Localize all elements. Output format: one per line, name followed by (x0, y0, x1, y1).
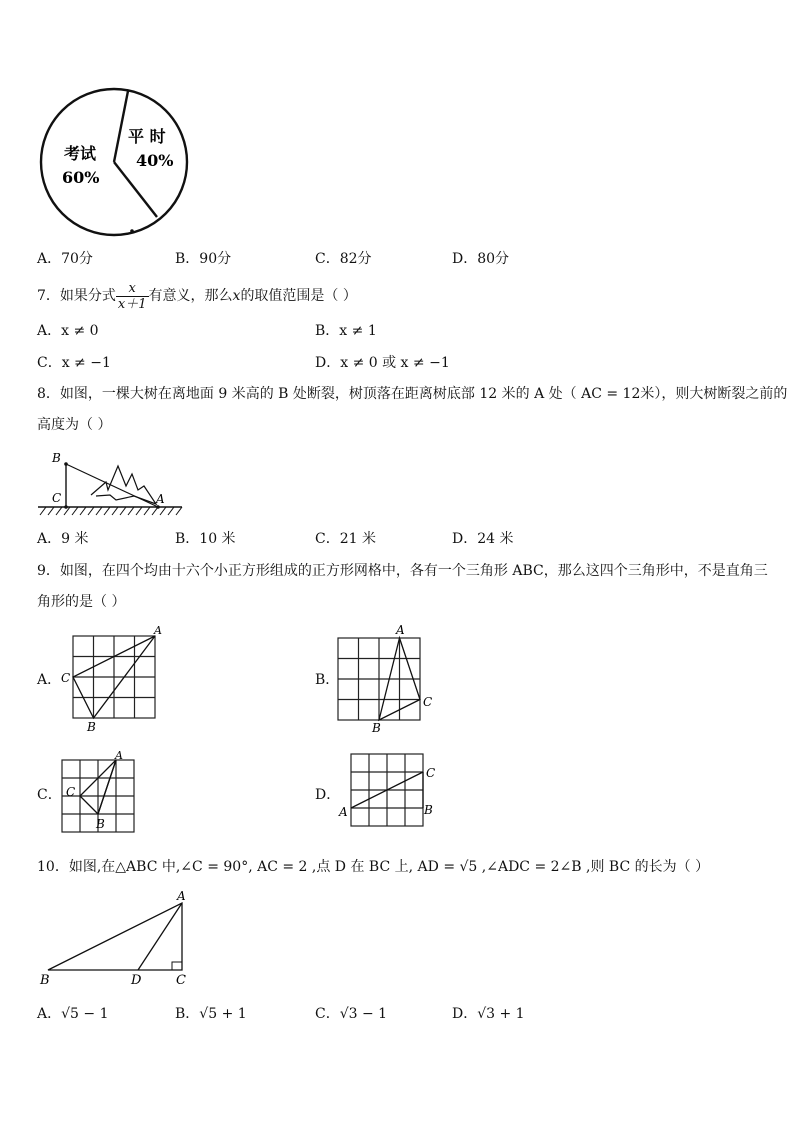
q9-stem-line1: 9．如图，在四个均由十六个小正方形组成的正方形网格中，各有一个三角形 ABC，那么这四个三角形中，不是直角三 (37, 563, 768, 579)
q9-grid-b (330, 622, 440, 734)
q10-label-b: B (40, 973, 50, 988)
q7-option-d[interactable]: D．x ≠ 0 或 x ≠ −1 (315, 355, 450, 371)
q6-option-a[interactable]: A．70分 (37, 251, 93, 267)
q9-grid-c (58, 748, 148, 836)
q6-option-c[interactable]: C．82分 (315, 251, 372, 267)
q10-triangle-abc (48, 903, 182, 970)
q7-frac-den: x＋1 (117, 296, 147, 312)
q10-label-a: A (177, 889, 186, 903)
q10-right-angle-mark (172, 962, 182, 970)
q6-option-b[interactable]: B．90分 (175, 251, 232, 267)
q8-ground-hatch (40, 507, 182, 515)
q7-option-b[interactable]: B．x ≠ 1 (315, 323, 377, 339)
q7-stem (37, 280, 357, 312)
q9-option-a[interactable]: A． (37, 672, 62, 688)
q8-label-c: C (52, 491, 62, 505)
q9-option-d[interactable]: D． (315, 787, 341, 803)
q7-var: x (232, 288, 241, 304)
q9-grid-d (335, 752, 445, 832)
q9-grid-b-lines (338, 638, 420, 720)
q9-d-label-a: A (339, 805, 348, 819)
q9-a-label-b: B (87, 720, 96, 734)
q7-fraction (116, 281, 149, 312)
q7-frac-num: x (116, 281, 149, 297)
pie-divider-bottom (114, 162, 157, 217)
q9-option-b[interactable]: B． (315, 672, 340, 688)
q8-point-b (64, 462, 68, 466)
q7-suffix-b: 的取值范围是（ ） (240, 288, 357, 304)
pie-daily-label: 平 时 (128, 127, 166, 146)
q10-triangle-figure (36, 888, 196, 992)
score-pie-figure (36, 84, 196, 244)
q10-stem: 10．如图,在△ABC 中,∠C = 90°, AC = 2 ,点 D 在 BC 上, AD = √5 ,∠ADC = 2∠B ,则 BC 的长为（ ） (37, 859, 710, 875)
q8-crown (91, 466, 156, 504)
q10-option-c[interactable]: C．√3 − 1 (315, 1006, 388, 1022)
q8-stem-line1: 8．如图，一棵大树在离地面 9 米高的 B 处断裂，树顶落在距离树底部 12 米的 A 处（ AC = 12米），则大树断裂之前的 (37, 386, 788, 402)
pie-point (130, 229, 134, 233)
q7-option-c[interactable]: C．x ≠ −1 (37, 355, 111, 371)
pie-daily-pct: 40% (136, 151, 174, 170)
q8-label-b: B (52, 451, 61, 465)
q9-c-label-b: B (96, 817, 105, 831)
q9-a-label-a: A (154, 624, 162, 637)
q8-option-d[interactable]: D．24 米 (452, 531, 514, 547)
q8-stem-line2: 高度为（ ） (37, 417, 112, 433)
q9-b-label-a: A (396, 623, 405, 637)
q9-stem-line2: 角形的是（ ） (37, 594, 126, 610)
q10-option-d[interactable]: D．√3 + 1 (452, 1006, 525, 1022)
q10-label-c: C (176, 973, 186, 988)
q10-segment-ad (138, 903, 182, 970)
q6-option-d[interactable]: D．80分 (452, 251, 510, 267)
q7-prefix: 7．如果分式 (37, 288, 116, 304)
q8-option-b[interactable]: B．10 米 (175, 531, 236, 547)
q9-a-label-c: C (61, 671, 71, 685)
pie-exam-label: 考试 (64, 144, 97, 163)
q7-option-a[interactable]: A．x ≠ 0 (37, 323, 99, 339)
pie-divider-top (114, 91, 128, 162)
q8-point-c (64, 505, 68, 509)
pie-exam-pct: 60% (62, 168, 100, 187)
q9-d-label-c: C (426, 766, 436, 780)
q10-option-a[interactable]: A．√5 − 1 (37, 1006, 109, 1022)
q9-c-label-c: C (66, 785, 76, 799)
q9-grid-a-lines (73, 636, 155, 718)
q9-d-label-b: B (424, 803, 433, 817)
q10-label-d: D (131, 973, 142, 988)
q9-grid-a (58, 622, 168, 734)
q9-b-label-c: C (423, 695, 433, 709)
q8-option-a[interactable]: A．9 米 (37, 531, 89, 547)
q9-b-label-b: B (372, 721, 381, 734)
q8-tree-figure (36, 448, 186, 520)
q7-suffix-a: 有意义，那么 (148, 288, 233, 304)
q9-c-label-a: A (115, 749, 123, 762)
q10-option-b[interactable]: B．√5 + 1 (175, 1006, 247, 1022)
q8-option-c[interactable]: C．21 米 (315, 531, 376, 547)
q9-option-c[interactable]: C． (37, 787, 62, 803)
q8-label-a: A (156, 492, 165, 506)
